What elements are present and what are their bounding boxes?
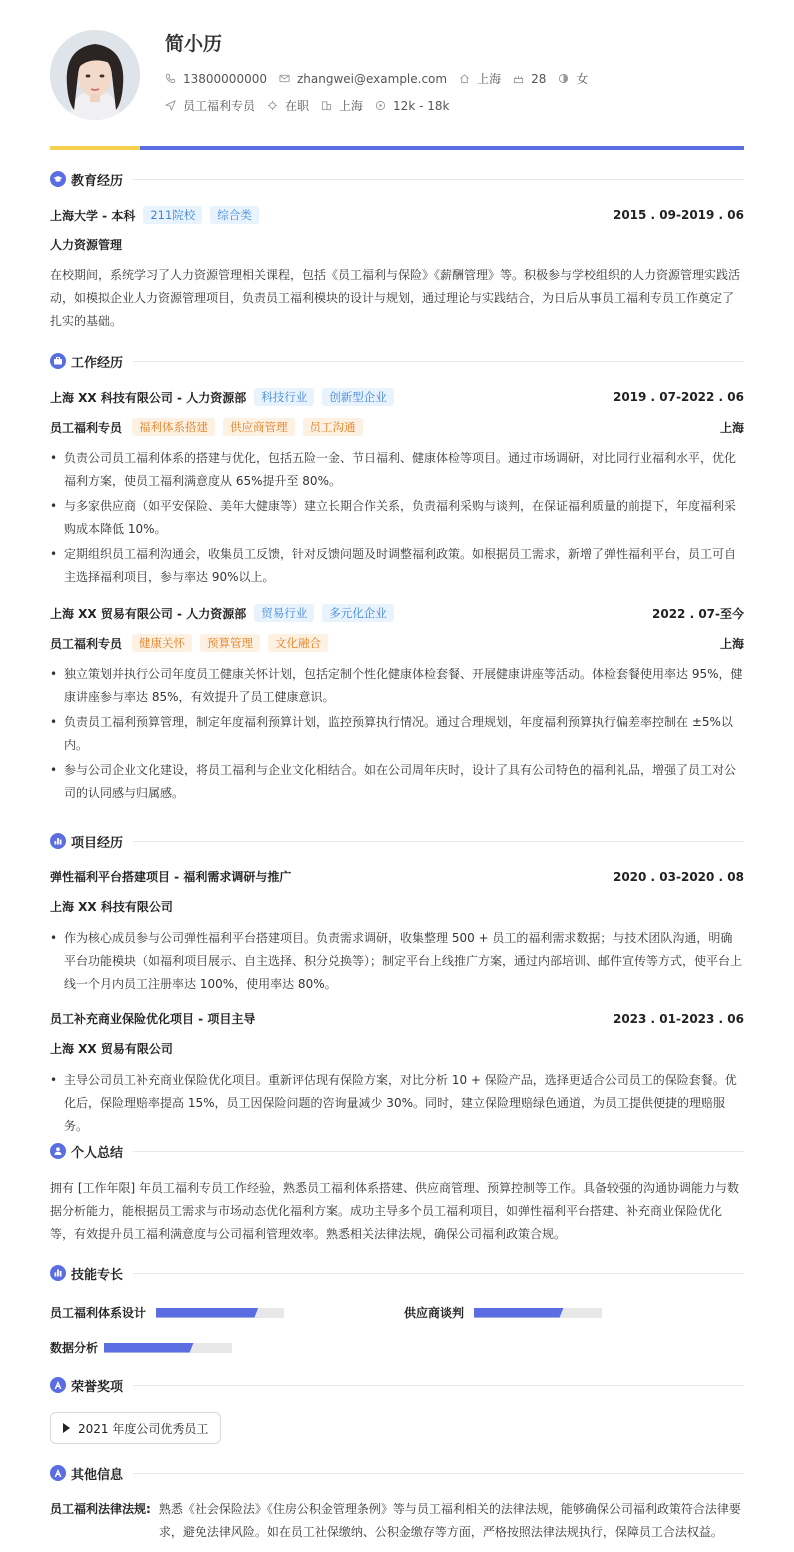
- skill-name: 供应商谈判: [404, 1306, 465, 1320]
- skill-bar: [156, 1308, 284, 1318]
- email-text: zhangwei@example.com: [296, 71, 448, 86]
- info-icon: [50, 1465, 66, 1481]
- job-bullet: • 定期组织员工福利沟通会，收集员工反馈，针对反馈问题及时调整福利政策。如根据员工需求，新增了弹性福利平台，员工可自主选择福利项目，参与率达 90%以上。: [50, 543, 744, 589]
- user-icon: [50, 1143, 66, 1159]
- section-other: [50, 1463, 744, 1483]
- phone-icon: [165, 73, 176, 84]
- gender: [558, 70, 588, 87]
- project-date: 2023 . 01-2023 . 06: [612, 1011, 744, 1026]
- cake-icon: [513, 73, 524, 84]
- job-location: 上海: [719, 636, 744, 651]
- job-position-row: [50, 634, 744, 652]
- job-date: 2022 . 07-至今: [652, 606, 744, 621]
- age: [513, 72, 546, 86]
- company-name: 上海 XX 科技有限公司 - 人力资源部: [50, 390, 247, 405]
- skill-item: [50, 1304, 284, 1321]
- section-divider: [133, 1273, 744, 1274]
- project-name: 弹性福利平台搭建项目 - 福利需求调研与推广: [50, 870, 292, 884]
- position-tag: 文化融合: [268, 634, 328, 652]
- age-text: 28: [531, 71, 547, 86]
- award-text: 2021 年度公司优秀员工: [78, 1421, 209, 1436]
- other-info-item: [50, 1498, 744, 1544]
- salary: [375, 99, 449, 113]
- section-title: 工作经历: [71, 355, 124, 371]
- school-tag: 211院校: [143, 206, 202, 224]
- company-tag: 创新型企业: [322, 388, 394, 406]
- position-tag: 供应商管理: [223, 418, 295, 436]
- section-divider: [133, 1151, 744, 1152]
- section-projects: [50, 831, 744, 851]
- project-header: [50, 868, 744, 885]
- skill-item: [404, 1304, 602, 1321]
- skill-bar: [104, 1343, 232, 1353]
- position-tag: 预算管理: [200, 634, 260, 652]
- header-divider: [50, 146, 744, 150]
- other-info-text: 熟悉《社会保险法》《住房公积金管理条例》等与员工福利相关的法律法规，能够确保公司福利政策符合法律要求，避免法律风险。如在员工社保缴纳、公积金缴存等方面，严格按照法律法规执行，保障员工合法权益。: [158, 1502, 741, 1539]
- gender-icon: [558, 73, 569, 84]
- job-intent-row: [165, 97, 461, 114]
- job-bullet: • 与多家供应商（如平安保险、美年大健康等）建立长期合作关系，负责福利采购与谈判，在保证福利质量的前提下，年度福利采购成本降低 10%。: [50, 495, 744, 541]
- job-bullet: • 负责公司员工福利体系的搭建与优化，包括五险一金、节日福利、健康体检等项目。通过市场调研，对比同行业福利水平，优化福利方案，使员工福利满意度从 65%提升至 80%。: [50, 447, 744, 493]
- email: [279, 72, 447, 86]
- job-bullet: • 负责员工福利预算管理，制定年度福利预算计划，监控预算执行情况。通过合理规划，年度福利预算执行偏差率控制在 ±5%以内。: [50, 711, 744, 757]
- skill-item: [50, 1339, 232, 1356]
- home-icon: [459, 73, 470, 84]
- project-company: 上海 XX 科技有限公司: [50, 900, 173, 914]
- section-skills: [50, 1263, 744, 1283]
- education-date: 2015 . 09-2019 . 06: [612, 208, 744, 222]
- job-location: 上海: [719, 420, 744, 435]
- section-summary: [50, 1141, 744, 1161]
- avatar-portrait-icon: [50, 30, 140, 120]
- status-icon: [267, 100, 278, 111]
- education-header: [50, 206, 744, 224]
- section-divider: [133, 1385, 744, 1386]
- summary-text: 拥有 [工作年限] 年员工福利专员工作经验，熟悉员工福利体系搭建、供应商管理、预算控制等工作。具备较强的沟通协调能力与数据分析能力，能根据员工需求与市场动态优化福利方案。成功主导多个员工福利项目，如弹性福利平台搭建、补充商业保险优化等，有效提升员工福利满意度与公司福利管理效率。熟悉相关法律法规，确保公司福利政策合规。: [50, 1181, 739, 1241]
- job-date: 2019 . 07-2022 . 06: [612, 390, 744, 404]
- section-title: 荣誉奖项: [71, 1379, 124, 1395]
- job-title-text: 员工福利专员: [183, 99, 256, 113]
- project-bullet: • 作为核心成员参与公司弹性福利平台搭建项目。负责需求调研，收集整理 500 + 员工的福利需求数据；与技术团队沟通，明确平台功能模块（如福利项目展示、自主选择、积分兑换等）；制定平台上线推广方案，通过内部培训、邮件宣传等方式，使平台上线一个月内员工注册率达 100%，使用率达 80%。: [50, 927, 744, 996]
- briefcase-icon: [50, 353, 66, 369]
- job-city-text: 上海: [339, 99, 364, 113]
- other-info-label: 员工福利法律法规:: [50, 1502, 151, 1516]
- skill-name: 员工福利体系设计: [50, 1306, 147, 1320]
- section-title: 教育经历: [71, 173, 124, 189]
- phone-text: 13800000000: [183, 71, 267, 86]
- section-divider: [133, 841, 744, 842]
- major: 人力资源管理: [50, 238, 123, 252]
- position: 员工福利专员: [50, 636, 123, 651]
- bar-chart-icon: [50, 1265, 66, 1281]
- triangle-icon: [63, 1423, 70, 1433]
- contact-row: [165, 70, 600, 87]
- company-name: 上海 XX 贸易有限公司 - 人力资源部: [50, 606, 247, 621]
- building-icon: [321, 100, 332, 111]
- project-company-row: [50, 1040, 744, 1057]
- avatar: [50, 30, 140, 120]
- education-major-row: [50, 236, 744, 253]
- position-tag: 健康关怀: [132, 634, 192, 652]
- section-awards: [50, 1375, 744, 1395]
- skill-bar-fill: [104, 1343, 194, 1353]
- project-date: 2020 . 03-2020 . 08: [612, 869, 744, 884]
- project-company-row: [50, 898, 744, 915]
- section-title: 技能专长: [71, 1267, 124, 1283]
- position: 员工福利专员: [50, 420, 123, 435]
- company-tag: 多元化企业: [322, 604, 394, 622]
- job-title: [165, 97, 255, 114]
- section-divider: [133, 1473, 744, 1474]
- salary-icon: [375, 100, 386, 111]
- company-tag: 科技行业: [254, 388, 314, 406]
- salary-text: 12k - 18k: [393, 98, 450, 113]
- section-divider: [133, 361, 744, 362]
- section-divider: [133, 179, 744, 180]
- job-status: [267, 97, 309, 114]
- chart-icon: [50, 833, 66, 849]
- skill-bar: [474, 1308, 602, 1318]
- header-divider-accent: [50, 146, 140, 150]
- position-tag: 员工沟通: [303, 418, 363, 436]
- school-name: 上海大学 - 本科: [50, 208, 136, 223]
- location: [459, 70, 501, 87]
- skill-bar-fill: [156, 1308, 258, 1318]
- position-tag: 福利体系搭建: [132, 418, 215, 436]
- phone: [165, 72, 267, 86]
- project-bullet: • 主导公司员工补充商业保险优化项目。重新评估现有保险方案，对比分析 10 + 保险产品，选择更适合公司员工的保险套餐。优化后，保险理赔率提高 15%，员工因保险问题的咨询量减少 30%。同时，建立保险理赔绿色通道，为员工提供便捷的理赔服务。: [50, 1069, 744, 1138]
- skill-bar-fill: [474, 1308, 564, 1318]
- section-title: 项目经历: [71, 835, 124, 851]
- job-position-row: [50, 418, 744, 436]
- location-text: 上海: [477, 72, 502, 86]
- job-bullet: • 独立策划并执行公司年度员工健康关怀计划，包括定制个性化健康体检套餐、开展健康讲座等活动。体检套餐使用率达 95%，健康讲座参与率达 85%，有效提升了员工健康意识。: [50, 663, 744, 709]
- section-title: 其他信息: [71, 1467, 124, 1483]
- job-header: [50, 604, 744, 622]
- job-header: [50, 388, 744, 406]
- job-status-text: 在职: [285, 99, 310, 113]
- project-header: [50, 1010, 744, 1027]
- mail-icon: [279, 73, 290, 84]
- skill-name: 数据分析: [50, 1341, 99, 1355]
- award-item: [50, 1412, 221, 1444]
- award-icon: [50, 1377, 66, 1393]
- company-tag: 贸易行业: [254, 604, 314, 622]
- section-title: 个人总结: [71, 1145, 124, 1161]
- school-tag: 综合类: [210, 206, 259, 224]
- job-city: [321, 97, 363, 114]
- send-icon: [165, 100, 176, 111]
- gender-text: 女: [576, 72, 589, 86]
- job-bullet: • 参与公司企业文化建设，将员工福利与企业文化相结合。如在公司周年庆时，设计了具有公司特色的福利礼品，增强了员工对公司的认同感与归属感。: [50, 759, 744, 805]
- section-education: [50, 169, 744, 189]
- project-name: 员工补充商业保险优化项目 - 项目主导: [50, 1012, 256, 1026]
- project-company: 上海 XX 贸易有限公司: [50, 1042, 173, 1056]
- candidate-name: 简小历: [165, 33, 223, 55]
- section-work: [50, 351, 744, 371]
- education-description: 在校期间，系统学习了人力资源管理相关课程，包括《员工福利与保险》《薪酬管理》等。积极参与学校组织的人力资源管理实践活动，如模拟企业人力资源管理项目，负责员工福利模块的设计与规划，通过理论与实践结合，为日后从事员工福利专员工作奠定了扎实的基础。: [50, 268, 741, 328]
- graduation-cap-icon: [50, 171, 66, 187]
